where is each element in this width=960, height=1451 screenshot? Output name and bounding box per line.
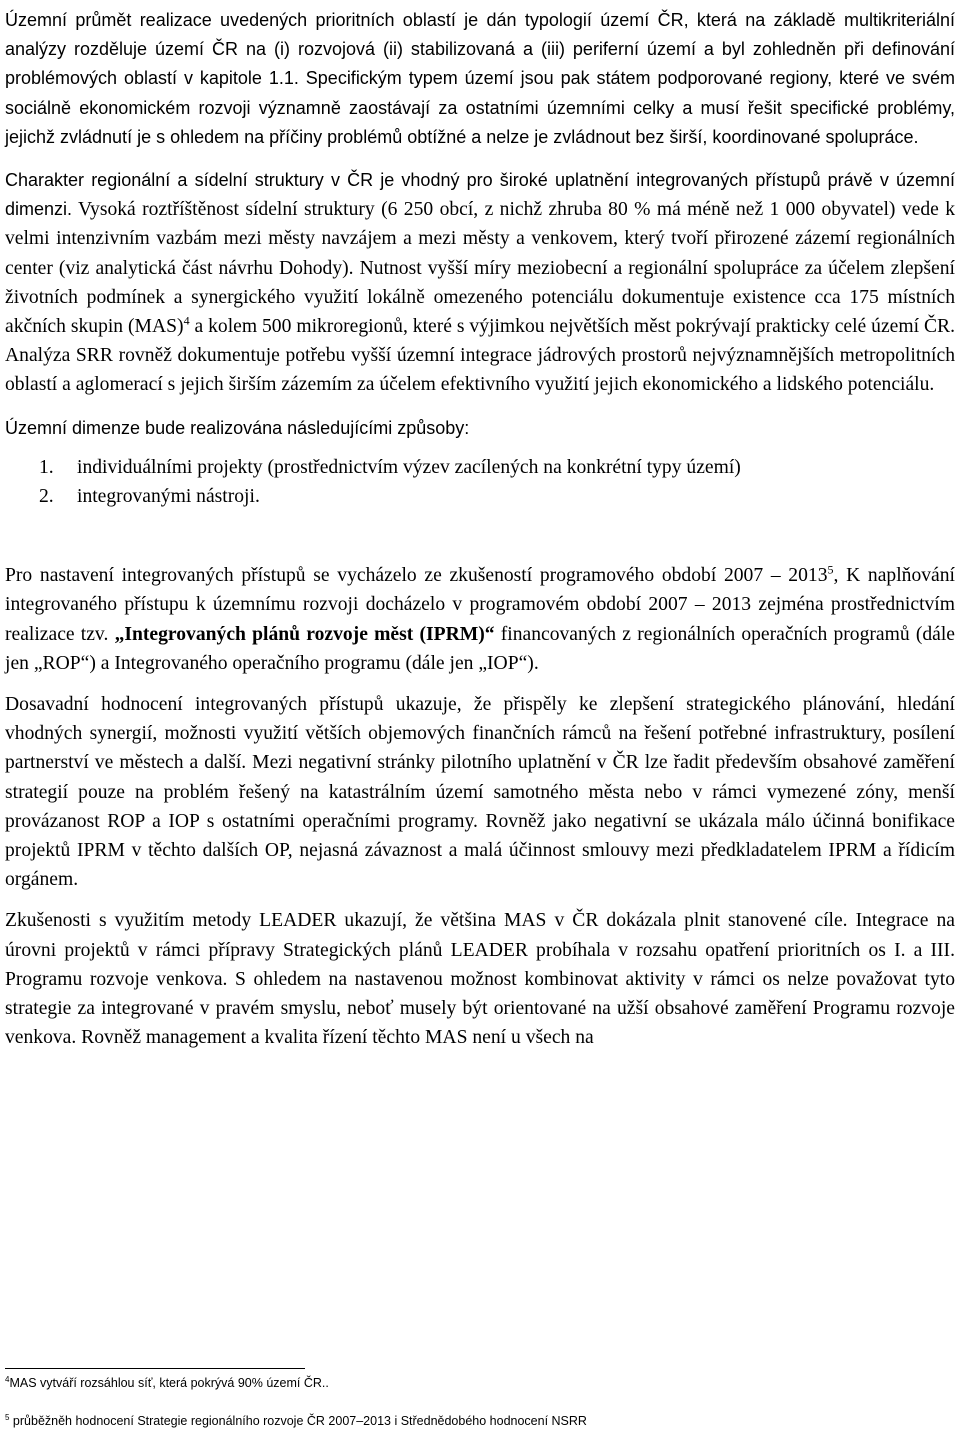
paragraph-territorial-typology: Územní průmět realizace uvedených prioritních oblastí je dán typologií území ČR, která na základě multikriteriální analýzy rozděluje území ČR na (i) rozvojová (ii) stabilizovaná a (iii) periferní území a byl zohledněn při definování problémových oblastí v kapitole 1.1. Specifickým typem území jsou pak státem podporované regiony, které ve svém sociálně ekonomickém rozvoji významně zaostávají za ostatními územními celky a musí řešit specifické problémy, jejichž zvládnutí je s ohledem na příčiny problémů obtížné a nelze je zvládnout bez širší, koordinované spolupráce.: [5, 10, 955, 147]
paragraph-text: Vysoká roztříštěnost sídelní struktury (6 250 obcí, z nichž zhruba 80 % má méně než 1 000 obyvatel) vede k velmi intenzivním vazbám mezi městy navzájem a mezi městy a venkovem, který tvoří přirozené zázemí regionálních center (viz analytická část návrhu Dohody).: [5, 199, 955, 279]
footnote-5: [5, 1413, 955, 1429]
footnote-mark: 5: [5, 1412, 10, 1422]
list-item-number: 2.: [39, 486, 54, 508]
paragraph-integrated-approaches: [5, 561, 955, 678]
footnote-mark: 4: [5, 1374, 10, 1384]
footnote-separator: [5, 1368, 305, 1369]
list-item-text: individuálními projekty (prostřednictvím výzev zacílených na konkrétní typy území): [77, 456, 741, 478]
paragraph-settlement-structure: [5, 166, 955, 400]
paragraph-text: a kolem 500 mikroregionů, které s výjimkou největších měst pokrývají prakticky celé území ČR.: [189, 316, 955, 338]
paragraph-text: , K naplňování integrovaného přístupu k územnímu rozvoji docházelo v programovém období 2007 – 2013 zejména prostřednictvím realizace tzv.: [5, 565, 955, 645]
paragraph-lead-text: Charakter regionální a sídelní struktury v ČR je vhodný pro široké uplatnění integrovaných přístupů právě v územní dimenzi.: [5, 170, 955, 220]
footnotes: [5, 1368, 955, 1451]
footnote-ref-4[interactable]: 4: [183, 313, 190, 328]
paragraph-evaluation: Dosavadní hodnocení integrovaných přístupů ukazuje, že přispěly ke zlepšení strategického plánování, hledání vhodných synergií, možnosti využití větších objemových finančních rámců na řešení potřebné infrastruktury, posílení partnerství ve městech a další. Mezi negativní stránky pilotního uplatnění v ČR lze řadit především obsahové zaměření strategií pouze na problém řešený na katastrálním území samotného města nebo v rámci vymezené zóny, menší provázanost ROP a IOP s ostatními operačními programy. Rovněž jako negativní se ukázala málo účinná bonifikace projektů IPRM v těchto dalších OP, nejasná závaznost a malá účinnost smlouvy mezi předkladatelem IPRM a řídicím orgánem.: [5, 694, 955, 891]
footnote-4: [5, 1375, 955, 1391]
list-item-number: 1.: [39, 456, 54, 478]
paragraph-dimension-intro: Územní dimenze bude realizována následujícími způsoby:: [5, 417, 470, 438]
paragraph-leader-experience: Zkušenosti s využitím metody LEADER ukazují, že většina MAS v ČR dokázala plnit stanovené cíle. Integrace na úrovni projektů v rámci přípravy Strategických plánů LEADER probíhala v rozsahu opatření prioritních os I. a III. Programu rozvoje venkova. S ohledem na nastavenou možnost kombinovat aktivity v rámci os nelze považovat tyto strategie za integrované v pravém smyslu, neboť musely být orientované na užší obsahové zaměření Programu rozvoje venkova. Rovněž management a kvalita řízení těchto MAS není u všech na: [5, 910, 955, 1049]
list-item: [5, 453, 955, 482]
paragraph-text: financovaných z regionálních operačních programů (dále jen „ROP“) a Integrovaného operačního programu (dále jen „IOP“).: [5, 623, 955, 674]
section-spacer: [5, 511, 955, 561]
footnote-ref-5[interactable]: 5: [827, 562, 834, 577]
paragraph-text: Pro nastavení integrovaných přístupů se vycházelo ze zkušeností programového období 2007 – 2013: [5, 565, 828, 587]
paragraph-text: Analýza SRR rovněž dokumentuje potřebu vyšší územní integrace jádrových prostorů nejvýznamnějších metropolitních oblastí a aglomerací s jejich širším zázemím za účelem efektivního využití jejich ekonomického a lidského potenciálu.: [5, 345, 955, 396]
document-page: [5, 6, 955, 1053]
implementation-list: [5, 453, 955, 511]
list-item-text: integrovanými nástroji.: [77, 486, 260, 508]
footnote-text: MAS vytváří rozsáhlou síť, která pokrývá 90% území ČR..: [9, 1376, 329, 1390]
footnote-text: průběžněh hodnocení Strategie regionálního rozvoje ČR 2007–2013 i Střednědobého hodnocení NSRR: [9, 1414, 587, 1428]
list-item: [5, 482, 955, 511]
paragraph-text: Nutnost vyšší míry meziobecní a regionální spolupráce za účelem zlepšení životních podmínek a synergického využití lokálně omezeného potenciálu dokumentuje existence cca 175 místních akčních skupin (MAS): [5, 257, 955, 338]
iprm-term: „Integrovaných plánů rozvoje měst (IPRM)“: [114, 623, 495, 645]
